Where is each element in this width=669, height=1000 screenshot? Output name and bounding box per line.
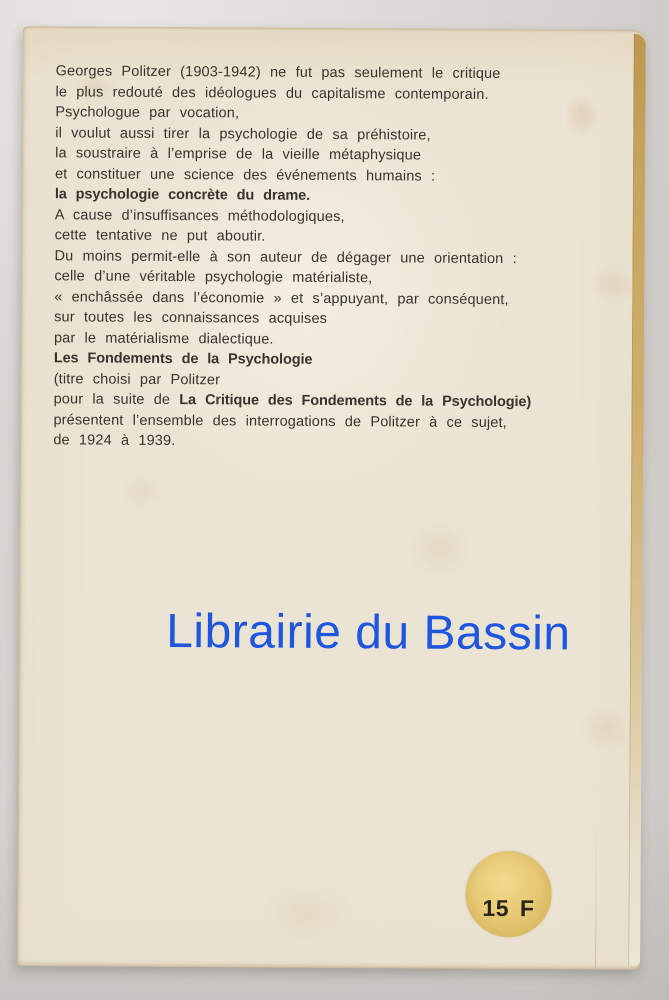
- blurb-line: Psychologue par vocation,: [55, 104, 240, 122]
- blurb-line: le plus redouté des idéologues du capitalisme contemporain.: [55, 83, 489, 103]
- blurb-line: pour la suite de La Critique des Fondements de la Psychologie): [53, 391, 532, 411]
- blurb-line: A cause d’insuffisances méthodologiques,: [54, 206, 345, 225]
- blurb-line: sur toutes les connaissances acquises: [54, 309, 328, 327]
- blurb-line: la psychologie concrète du drame.: [54, 186, 311, 204]
- back-cover-text: [53, 61, 615, 454]
- blurb-line: présentent l’ensemble des interrogations de Politzer à ce sujet,: [53, 411, 507, 431]
- book-back-cover: [17, 26, 646, 970]
- price-label: 15 F: [482, 894, 535, 921]
- blurb-line: la soustraire à l’emprise de la vieille métaphysique: [55, 145, 422, 164]
- blurb-line: et constituer une science des événements humains :: [54, 165, 436, 185]
- blurb-line: celle d’une véritable psychologie matérialiste,: [54, 268, 373, 287]
- blurb-line: (titre choisi par Politzer: [53, 370, 221, 388]
- blurb-line: de 1924 à 1939.: [53, 432, 176, 450]
- blurb-line: Georges Politzer (1903-1942) ne fut pas seulement le critique: [55, 63, 501, 83]
- book-page-edges: [628, 34, 646, 966]
- blurb-line: Les Fondements de la Psychologie: [53, 350, 313, 368]
- bookseller-watermark: Librairie du Bassin: [166, 604, 571, 661]
- blurb-line: cette tentative ne put aboutir.: [54, 227, 266, 245]
- blurb-line: par le matérialisme dialectique.: [53, 329, 274, 348]
- cover-crease: [595, 823, 597, 968]
- blurb-line: il voulut aussi tirer la psychologie de sa préhistoire,: [55, 124, 431, 144]
- price-sticker: [465, 851, 552, 938]
- blurb-line: « enchâssée dans l’économie » et s’appuyant, par conséquent,: [54, 288, 509, 308]
- blurb-line: Du moins permit-elle à son auteur de dégager une orientation :: [54, 247, 517, 267]
